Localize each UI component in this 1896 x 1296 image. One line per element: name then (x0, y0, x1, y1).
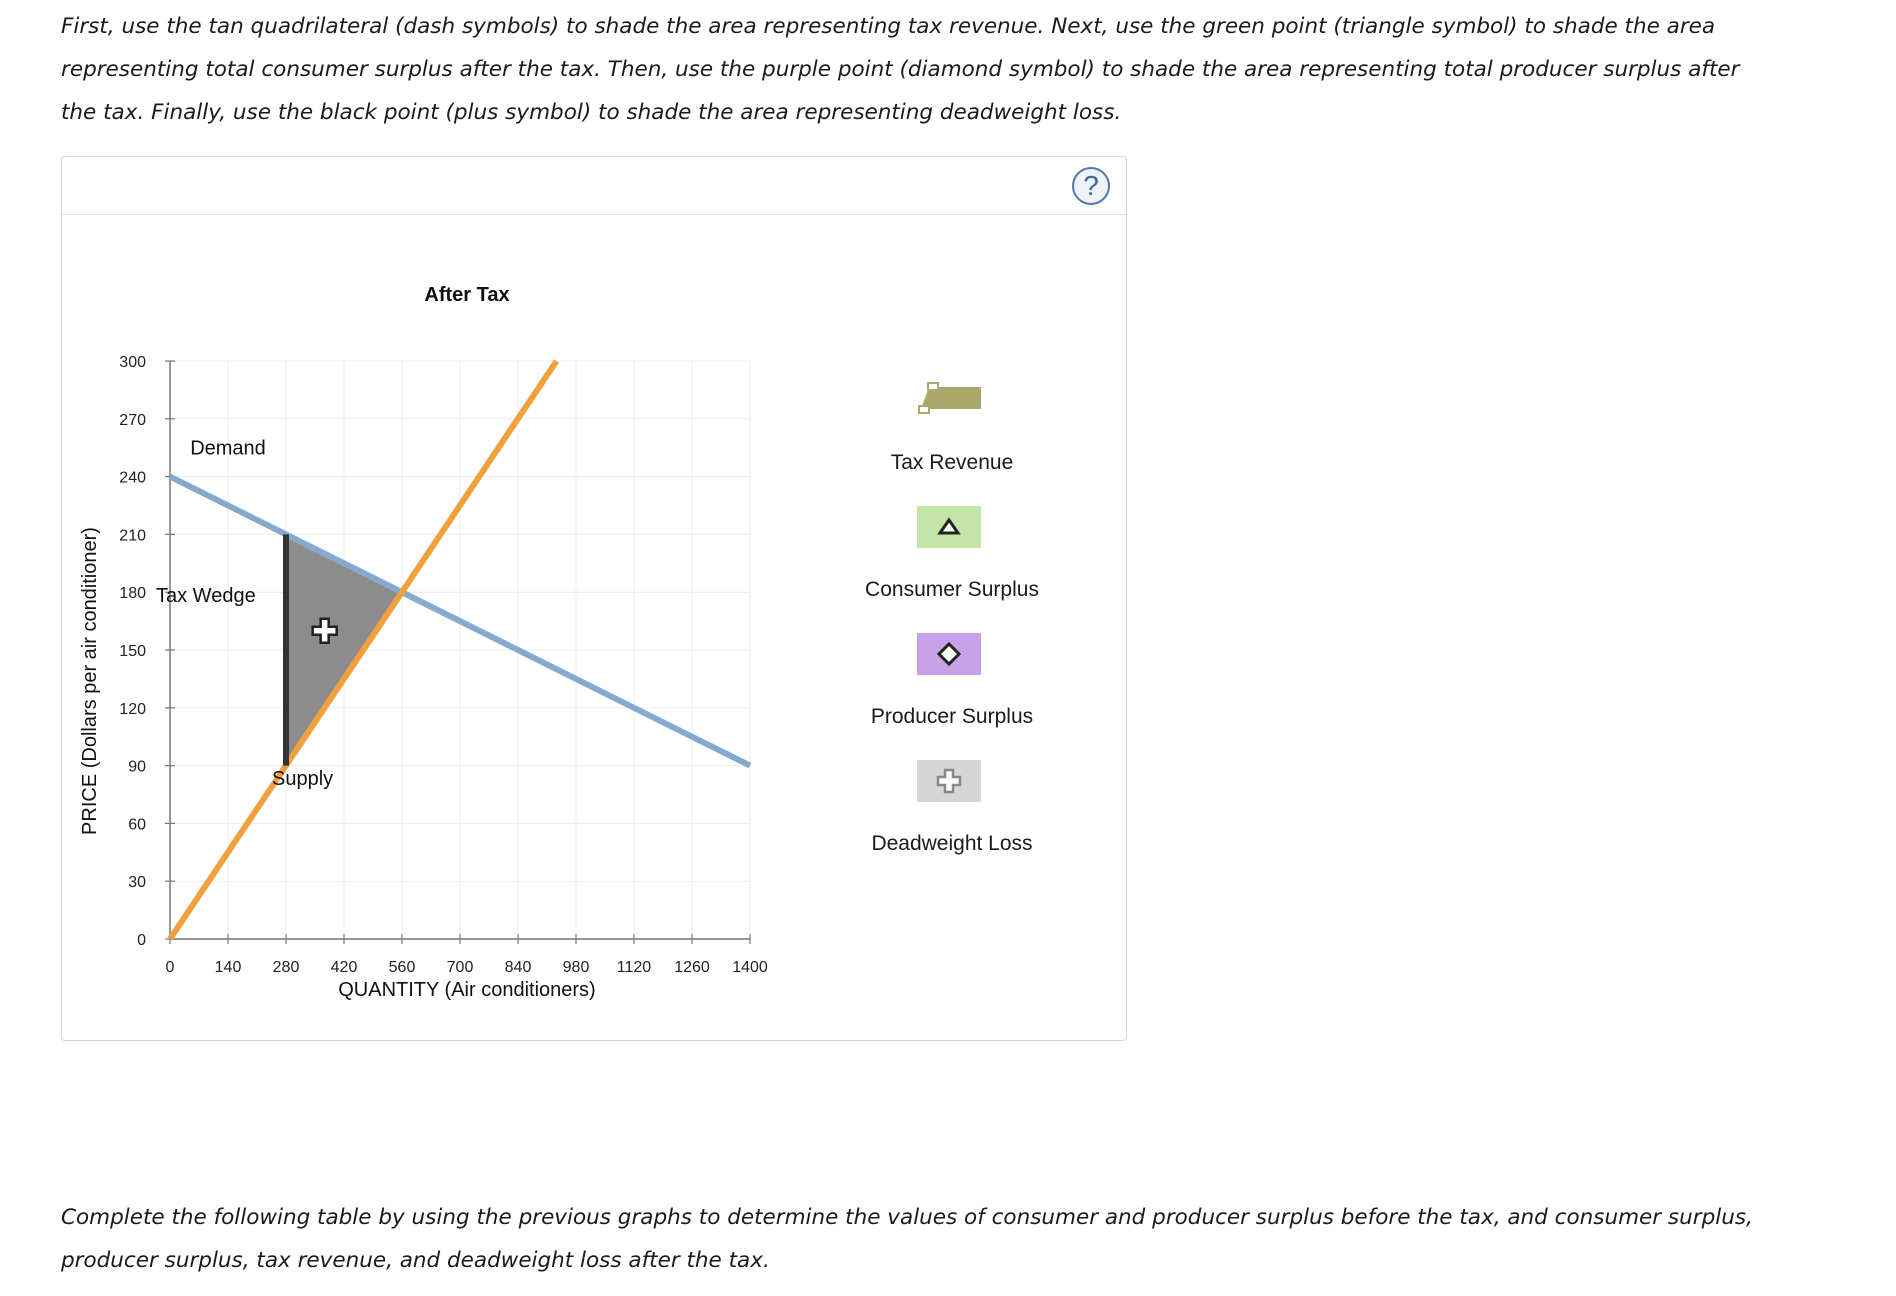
y-tick-label: 0 (137, 932, 146, 949)
y-tick-label: 240 (119, 469, 146, 487)
legend-label-deadweight-loss: Deadweight Loss (871, 832, 1033, 855)
y-tick-label: 300 (119, 354, 146, 371)
y-tick-label: 120 (119, 700, 146, 718)
x-tick-label: 1260 (674, 959, 710, 976)
x-tick-label: 560 (388, 959, 416, 976)
y-tick-label: 180 (119, 585, 146, 603)
y-tick-label: 90 (128, 758, 146, 776)
supply-label: Supply (271, 767, 334, 790)
y-tick-label: 60 (128, 816, 146, 834)
y-tick-label: 150 (119, 643, 146, 660)
tan-quadrilateral-dash-icon[interactable] (917, 377, 981, 419)
x-tick-label: 1120 (616, 959, 652, 976)
x-tick-label: 0 (165, 959, 175, 976)
legend-label-tax-revenue: Tax Revenue (890, 451, 1014, 474)
y-tick-label: 210 (119, 527, 146, 545)
x-tick-label: 280 (272, 959, 300, 976)
chart-title: After Tax (424, 284, 510, 306)
instructions-top: First, use the tan quadrilateral (dash symbols) to shade the area representing tax revenue. Next, use the green point (triangle symbol) to shade the area representing total consumer surplus after the tax. Then, use the purple point (diamond symbol) to shade the area representing total producer surplus after the tax. Finally, use the black point (plus symbol) to shade the area representing deadweight loss. (61, 14, 1740, 125)
x-tick-label: 980 (562, 959, 590, 976)
y-axis-label: PRICE (Dollars per air conditioner) (79, 527, 101, 835)
help-button[interactable]: ? (1072, 167, 1110, 205)
graph-panel (61, 156, 1127, 1041)
y-tick-label: 270 (119, 411, 146, 429)
x-tick-label: 1400 (732, 959, 768, 976)
legend-label-consumer-surplus: Consumer Surplus (865, 578, 1039, 601)
x-tick-label: 140 (214, 959, 242, 976)
x-tick-label: 420 (330, 959, 358, 976)
legend-label-producer-surplus: Producer Surplus (870, 705, 1034, 728)
y-tick-label: 30 (128, 874, 146, 892)
x-tick-label: 700 (446, 959, 474, 976)
purple-point-diamond-icon[interactable] (917, 633, 981, 675)
x-tick-label: 840 (504, 959, 532, 976)
green-point-triangle-icon[interactable] (917, 506, 981, 548)
instructions-bottom: Complete the following table by using the previous graphs to determine the values of consumer and producer surplus before the tax, and consumer surplus, producer surplus, tax revenue, and deadweight loss after the tax. (61, 1205, 1753, 1273)
black-point-plus-icon[interactable] (917, 760, 981, 802)
tax-wedge-label: Tax Wedge (156, 585, 256, 608)
x-axis-label: QUANTITY (Air conditioners) (338, 979, 596, 1001)
demand-label: Demand (190, 437, 266, 460)
